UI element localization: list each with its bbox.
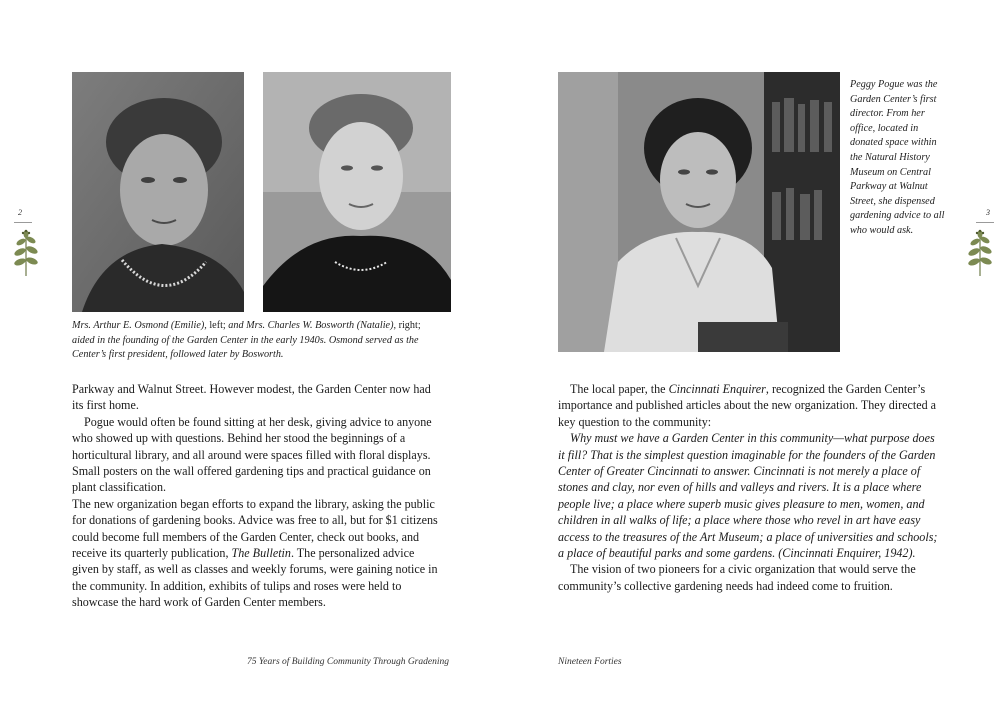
photo-caption-right: Peggy Pogue was the Garden Center’s first director. From her office, located in donated space within the Natural History Museum on Central Parkway at Walnut Street, she dispensed gardening advice to all who would ask. xyxy=(850,79,945,236)
pogue-photo xyxy=(558,72,840,352)
page-number: 3 xyxy=(986,208,990,217)
page-number: 2 xyxy=(18,208,22,217)
paragraph: The new organization began efforts to expand the library, asking the public for donations of gardening books. Advice was free to all, but for $1 citizens could become full members of the Garden Center, check out books, and receive its quarterly publication, The Bulletin. The personalized advice given by staff, as well as classes and weekly forums, were gaining notice in the community. In addition, exhibits of tulips and roses were held to showcase the hard work of Garden Center members. xyxy=(72,496,438,610)
photo-caption-left: Mrs. Arthur E. Osmond (Emilie), left; and Mrs. Charles W. Bosworth (Natalie), right; aided in the founding of the Garden Center in the early 1940s. Osmond served as the Center’s first president, followed later by Bosworth. xyxy=(72,320,421,361)
sprig-icon xyxy=(966,228,994,278)
left-body-text xyxy=(72,381,444,611)
paragraph: The vision of two pioneers for a civic organization that would serve the community’s collective gardening needs had indeed come to fruition. xyxy=(558,562,916,593)
running-footer-left: 75 Years of Building Community Through Gradening xyxy=(247,657,449,667)
osmond-photo xyxy=(72,72,244,312)
running-footer-right: Nineteen Forties xyxy=(558,657,622,667)
right-page xyxy=(504,0,1008,720)
paragraph: Pogue would often be found sitting at her desk, giving advice to anyone who showed up with questions. Behind her stood the beginnings of a horticultural library, and all around were spaces filled with floral displays. Small posters on the wall offered gardening tips and practical guidance on plant classification. xyxy=(72,414,432,495)
right-body-text xyxy=(558,381,942,594)
paragraph: Parkway and Walnut Street. However modest, the Garden Center now had its first home. xyxy=(72,382,431,413)
folio-rule xyxy=(14,222,32,223)
sprig-icon xyxy=(12,228,40,278)
bosworth-photo xyxy=(263,72,451,312)
quote-paragraph: Why must we have a Garden Center in this community—what purpose does it fill? That is the simplest question imaginable for the founders of the Garden Center of Greater Cincinnati to answer. Cincinnati is not merely a place of stones and clay, nor even of hills and valleys and rivers. It is a place where people live; a place where superb music gives pleasure to men, women, and children in all walks of life; a place where those who revel in art have easy access to the treasures of the Art Museum; a place of universities and schools; a place of beautiful parks and some gardens. (Cincinnati Enquirer, 1942). xyxy=(558,431,938,561)
paragraph: The local paper, the Cincinnati Enquirer, recognized the Garden Center’s importance and published articles about the new organization. They directed a key question to the community: xyxy=(558,382,937,429)
folio-rule xyxy=(976,222,994,223)
